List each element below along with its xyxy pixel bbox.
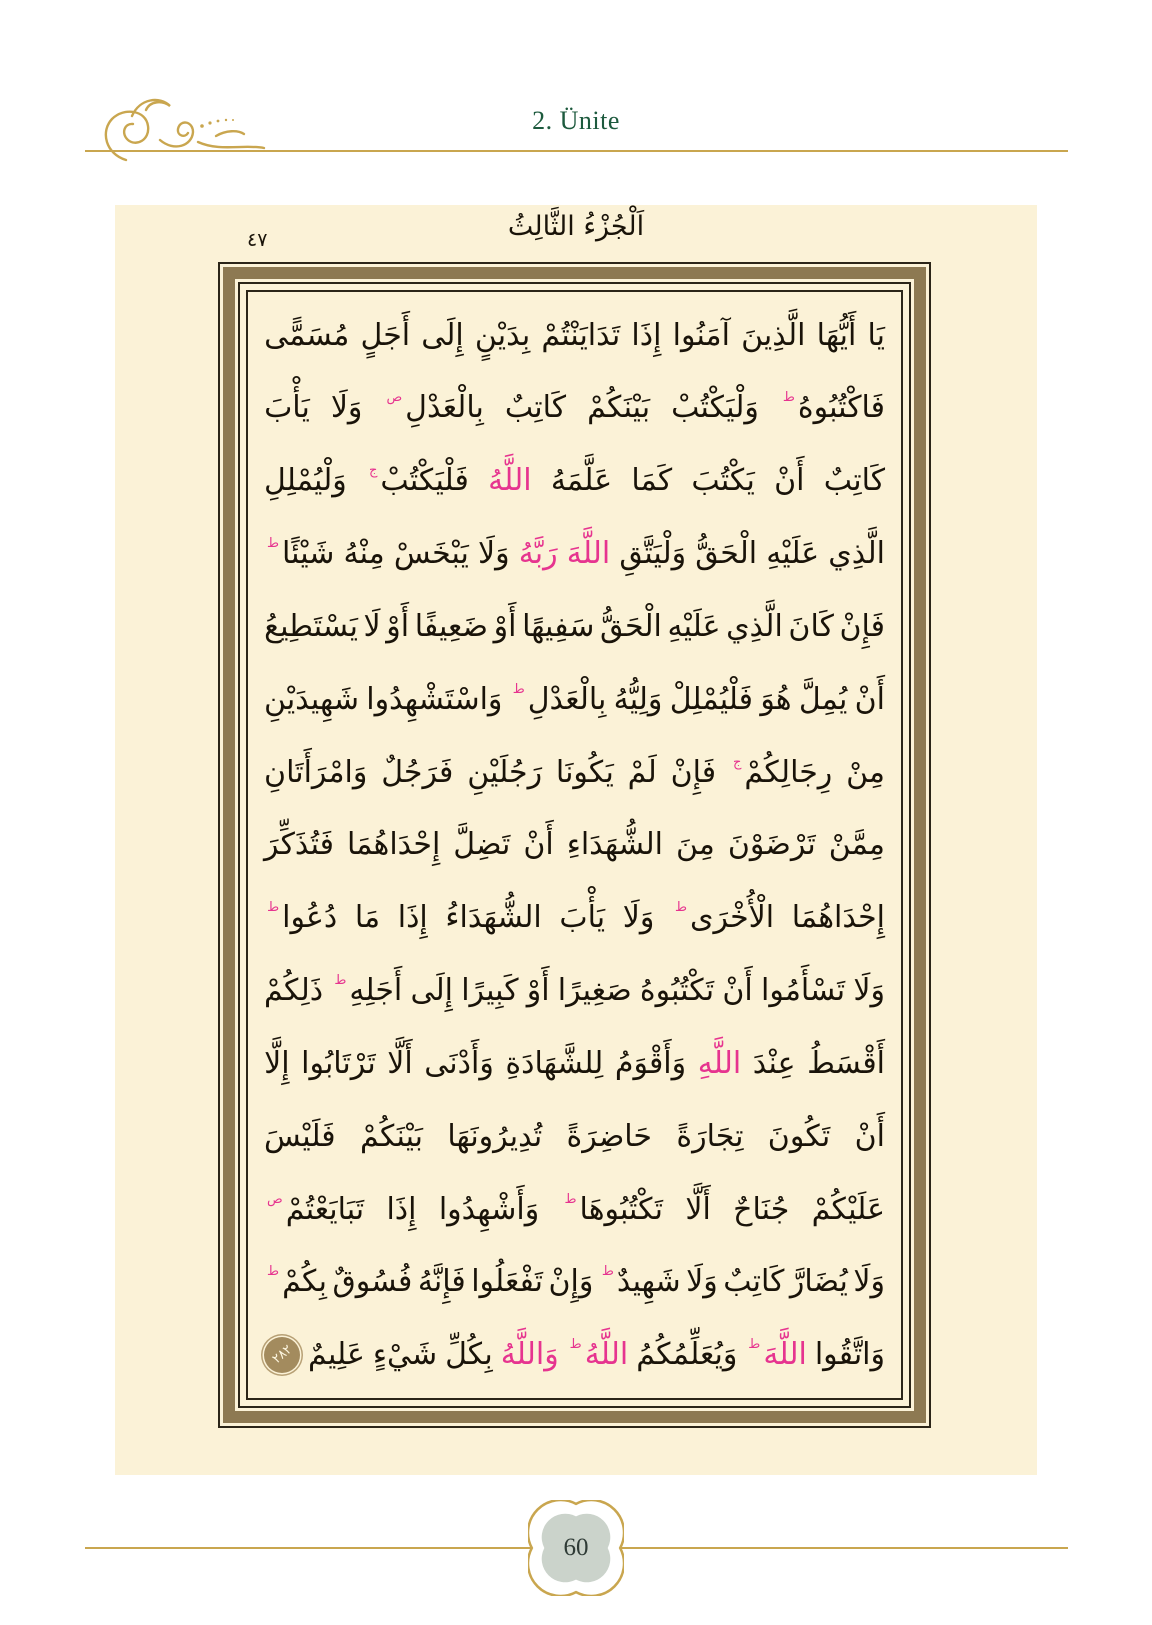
waqf-mark: ط	[512, 681, 525, 697]
mushaf-sheet	[115, 205, 1037, 1475]
word: إِلَى	[410, 973, 453, 1009]
word: يُمِلَّ	[798, 681, 848, 717]
word: عَلَّمَهُ	[550, 463, 613, 499]
word: تَكُونَ	[767, 1118, 831, 1154]
word: الْحَقُّ	[600, 608, 662, 644]
word: جُنَاحٌ	[733, 1191, 790, 1227]
waqf-mark: ط	[267, 1264, 280, 1280]
word: وَلَا	[853, 973, 885, 1009]
waqf-mark: ط	[267, 536, 280, 552]
word: وَلَا	[330, 390, 363, 426]
word: يَا	[867, 317, 885, 353]
word: الْحَقُّ	[695, 536, 758, 572]
verse-marker	[264, 1337, 300, 1373]
word: عِنْدَ	[752, 1045, 796, 1081]
quran-line	[264, 1028, 885, 1098]
word: رَجُلَيْنِ	[467, 754, 543, 790]
word: الشُّهَدَاءِ	[566, 827, 663, 863]
word: كَانَ	[788, 608, 834, 644]
word: كَاتِبٌ	[723, 1264, 785, 1300]
word: تَبَايَعْتُمْص	[267, 1191, 365, 1227]
word: أَنْ	[774, 463, 805, 499]
word: تَرْتَابُوا	[301, 1045, 376, 1081]
quran-line	[264, 664, 885, 734]
word: أَوْ	[526, 973, 550, 1009]
word: بَيْنَكُمْ	[587, 390, 651, 426]
word: يَبْخَسْ	[393, 536, 469, 572]
word: شَهِيدٌط	[601, 1264, 681, 1300]
word: تَضِلَّ	[453, 827, 511, 863]
word: لَا	[363, 608, 381, 644]
word: أَنْ	[722, 973, 753, 1009]
word: دُعُواط	[267, 900, 338, 936]
word: رِجَالِكُمْج	[732, 754, 833, 790]
word: يَأْبَ	[264, 390, 310, 426]
quran-line	[264, 1247, 885, 1317]
frame-band	[223, 267, 926, 1423]
waqf-mark: ط	[334, 973, 347, 989]
word: تَكْتُبُوهُ	[639, 973, 715, 1009]
word: عَلَيْهِ	[766, 536, 820, 572]
word: يَأْبَ	[559, 900, 606, 936]
word: شَيْئًاط	[267, 536, 335, 572]
frame-inner-line	[238, 282, 911, 1408]
word: مِمَّنْ	[828, 827, 885, 863]
word: فَرَجُلٌ	[381, 754, 454, 790]
word: تَسْأَمُوا	[761, 973, 846, 1009]
word: لِلشَّهَادَةِ	[505, 1045, 604, 1081]
word: وَلْيَتَّقِ	[619, 536, 687, 572]
word: وَاتَّقُوا	[814, 1337, 885, 1373]
quran-line	[264, 810, 885, 880]
word: وَلْيَكْتُبْ	[671, 390, 759, 426]
word: وَإِنْ	[548, 1264, 594, 1300]
word: الَّذِي	[828, 536, 885, 572]
quran-line	[264, 1101, 885, 1171]
quran-line	[264, 1320, 885, 1390]
word: كَاتِبٌ	[823, 463, 885, 499]
word: فَلْيُمْلِلْ	[669, 681, 754, 717]
word: تَرْضَوْنَ	[727, 827, 816, 863]
word: إِذَا	[386, 1191, 417, 1227]
word: الَّذِينَ	[741, 317, 806, 353]
word: أَلَّا	[685, 1191, 711, 1227]
word: وَلَا	[853, 1264, 885, 1300]
waqf-mark: ج	[732, 754, 742, 770]
word: أَوْ	[386, 608, 410, 644]
word: ضَعِيفًا	[414, 608, 489, 644]
word-allah: اللَّهَط	[748, 1337, 807, 1373]
word: أَيُّهَا	[816, 317, 857, 353]
word: ذَلِكُمْ	[264, 973, 324, 1009]
unit-title: 2. Ünite	[532, 106, 620, 135]
word: الْأُخْرَىط	[675, 900, 775, 936]
word-allah: اللَّهُ	[488, 463, 532, 499]
word: بِكُلِّ	[445, 1337, 493, 1373]
word: آمَنُوا	[672, 317, 730, 353]
word: يَسْتَطِيعُ	[264, 608, 358, 644]
word: صَغِيرًا	[557, 973, 632, 1009]
word-allah: وَاللَّهُ	[500, 1337, 559, 1373]
word: بَيْنَكُمْ	[359, 1118, 423, 1154]
word: فَإِنَّهُ	[417, 1264, 466, 1300]
word: وَاسْتَشْهِدُوا	[366, 681, 503, 717]
word: حَاضِرَةً	[566, 1118, 652, 1154]
word: فَإِنْ	[670, 754, 717, 790]
quran-line	[264, 737, 885, 807]
word: مِنَ	[675, 827, 715, 863]
quran-line	[264, 1174, 885, 1244]
word: تَدَايَنْتُمْ	[541, 317, 621, 353]
word: مِنْهُ	[343, 536, 385, 572]
word: أَوْ	[493, 608, 517, 644]
quran-line	[264, 373, 885, 443]
word: شَيْءٍ	[372, 1337, 438, 1373]
word: إِحْدَاهُمَا	[347, 827, 441, 863]
header-rule	[85, 150, 1068, 152]
quran-line	[264, 883, 885, 953]
word: يَكُونَا	[555, 754, 614, 790]
quran-line	[264, 519, 885, 589]
word: كَمَا	[631, 463, 673, 499]
word: وَأَشْهِدُوا	[438, 1191, 540, 1227]
word: الَّذِي	[726, 608, 783, 644]
word: لَمْ	[627, 754, 657, 790]
word: تِجَارَةً	[676, 1118, 744, 1154]
word: فَاكْتُبُوهُط	[782, 390, 885, 426]
waqf-mark: ط	[675, 900, 688, 916]
mushaf-page-number: ٤٧	[247, 229, 268, 251]
word: فَتُذَكِّرَ	[264, 827, 335, 863]
word: أَنْ	[854, 681, 885, 717]
waqf-mark: ص	[386, 390, 403, 406]
word-allah: اللَّهَ	[566, 536, 611, 572]
word-allah: اللَّهُط	[569, 1337, 629, 1373]
word: كَاتِبٌ	[504, 390, 567, 426]
word: الشُّهَدَاءُ	[445, 900, 542, 936]
word: تُدِيرُونَهَا	[447, 1118, 543, 1154]
word: فَإِنْ	[839, 608, 885, 644]
word-allah: رَبَّهُ	[518, 536, 558, 572]
book-page-number: 60	[563, 1534, 589, 1561]
word: بِدَيْنٍ	[474, 317, 531, 353]
waqf-mark: ص	[267, 1191, 283, 1207]
waqf-mark: ط	[782, 390, 795, 406]
word: أَلَّا	[387, 1045, 413, 1081]
word: فُسُوقٌ	[332, 1264, 413, 1300]
quran-line	[264, 956, 885, 1026]
word: إِذَا	[397, 900, 428, 936]
word: كَبِيرًا	[461, 973, 519, 1009]
word: مَا	[354, 900, 381, 936]
quran-line	[264, 446, 885, 516]
word: عَلِيمٌ	[308, 1337, 365, 1373]
word: وَأَقْوَمُ	[614, 1045, 687, 1081]
verse-number: ٢٨٢	[269, 1342, 295, 1368]
word: أَنْ	[523, 827, 554, 863]
word: وَأَدْنَى	[424, 1045, 494, 1081]
word: وَلَا	[686, 1264, 718, 1300]
word: إِذَا	[631, 317, 662, 353]
word: وَامْرَأَتَانِ	[264, 754, 368, 790]
waqf-mark: ج	[369, 463, 378, 479]
word: أَجَلِهِط	[334, 973, 403, 1009]
waqf-mark: ط	[569, 1337, 582, 1353]
word-allah: اللَّهِ	[697, 1045, 742, 1081]
word: بِالْعَدْلِط	[512, 681, 607, 717]
quran-line	[264, 300, 885, 370]
word: عَلَيْهِ	[667, 608, 721, 644]
waqf-mark: ط	[601, 1264, 614, 1280]
page-number-ornament	[528, 1500, 624, 1596]
waqf-mark: ط	[564, 1191, 577, 1207]
word: أَجَلٍ	[360, 317, 411, 353]
word: تَكْتُبُوهَاط	[564, 1191, 664, 1227]
word: وَيُعَلِّمُكُمُ	[636, 1337, 738, 1373]
word: أَقْسَطُ	[807, 1045, 885, 1081]
waqf-mark: ط	[267, 900, 280, 916]
word: تَفْعَلُوا	[471, 1264, 543, 1300]
word: عَلَيْكُمْ	[811, 1191, 885, 1227]
word: إِلَّا	[264, 1045, 290, 1081]
quran-line	[264, 591, 885, 661]
word: يُضَارَّ	[789, 1264, 848, 1300]
word: هُوَ	[760, 681, 792, 717]
word: فَلَيْسَ	[264, 1118, 336, 1154]
word: مِنْ	[846, 754, 885, 790]
word: فَلْيَكْتُبْج	[369, 463, 469, 499]
word: وَلَا	[477, 536, 510, 572]
waqf-mark: ط	[748, 1337, 761, 1353]
word: بِالْعَدْلِص	[386, 390, 484, 426]
word: وَلِيُّهُ	[613, 681, 663, 717]
word: سَفِيهًا	[522, 608, 595, 644]
quran-lines	[246, 290, 903, 1400]
word: يَكْتُبَ	[691, 463, 755, 499]
word: شَهِيدَيْنِ	[264, 681, 359, 717]
juz-title: اَلْجُزْءُ الثَّالِثُ	[507, 211, 645, 242]
word: إِلَى	[421, 317, 464, 353]
word: وَلَا	[622, 900, 655, 936]
word: مُسَمًّى	[264, 317, 350, 353]
mushaf-frame	[218, 262, 931, 1428]
word: وَلْيُمْلِلِ	[264, 463, 347, 499]
word: أَنْ	[854, 1118, 885, 1154]
word: بِكُمْط	[267, 1264, 327, 1300]
word: إِحْدَاهُمَا	[791, 900, 885, 936]
